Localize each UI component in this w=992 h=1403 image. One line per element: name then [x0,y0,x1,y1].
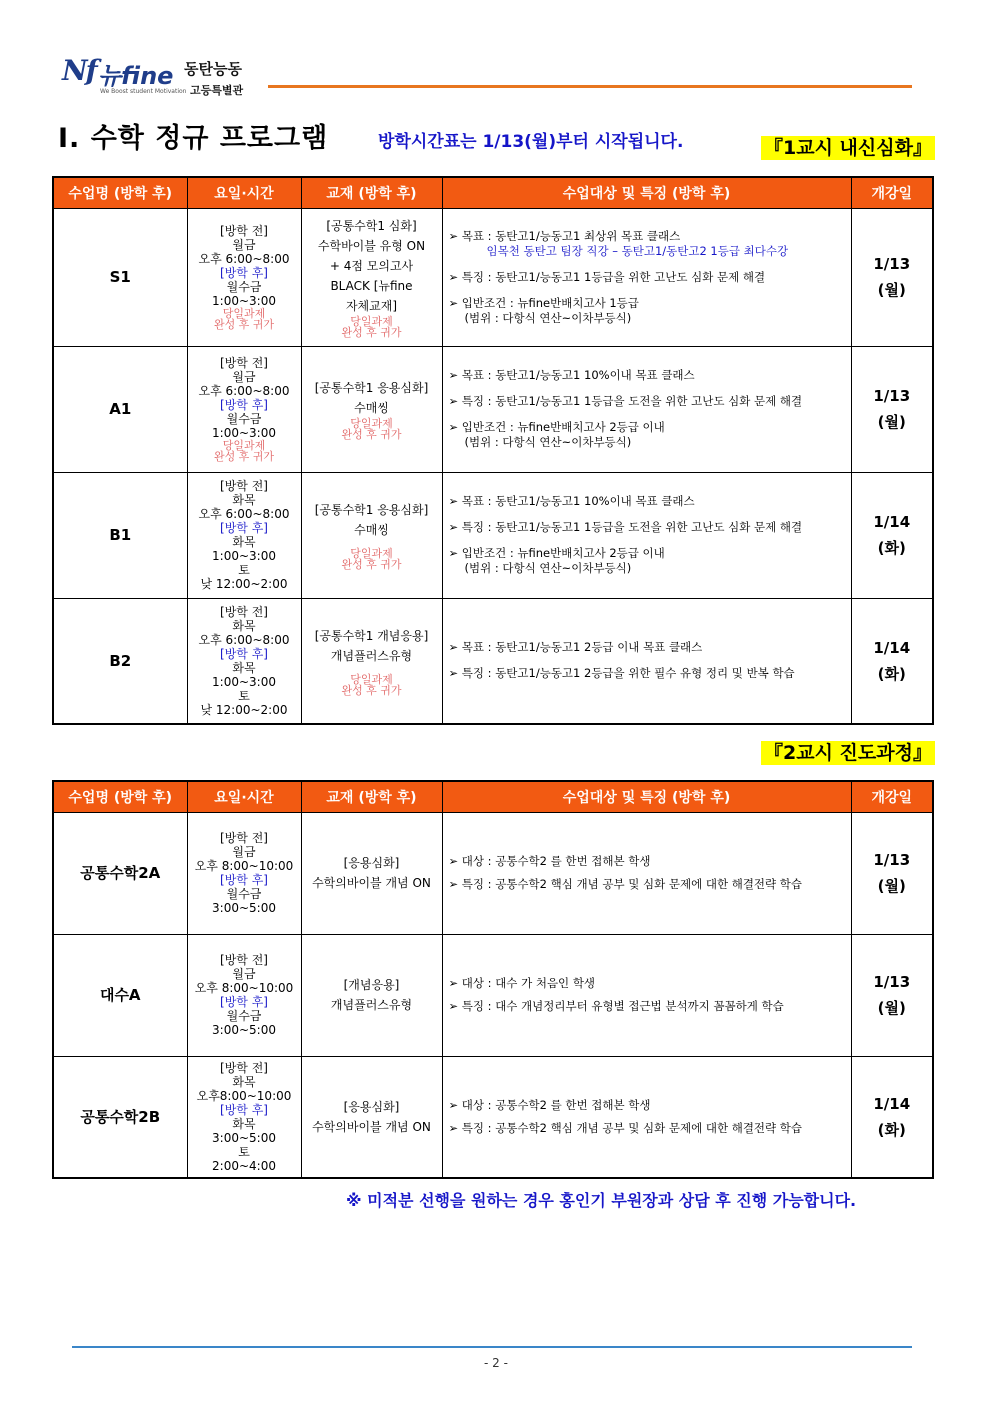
table-row [53,598,933,724]
class-time: [방학 전] 월금 오후 6:00~8:00 [방학 후] 월수금 1:00~3:00 당일과제 완성 후 귀가 [187,208,301,346]
page-title: Ⅰ. 수학 정규 프로그램 [58,123,329,154]
schedule-note: 방학시간표는 1/13(월)부터 시작됩니다. [378,132,684,152]
header-time: 요일·시간 [187,781,301,812]
class-features: ➢ 대상 : 공통수학2 를 한번 접해본 학생 ➢ 특징 : 공통수학2 핵심 개념 공부 및 심화 문제에 대한 해결전략 학습 [442,812,851,934]
table-header-row [53,781,933,812]
header-textbook: 교재 (방학 후) [301,781,442,812]
class-time: [방학 전] 월금 오후 8:00~10:00 [방학 후] 월수금 3:00~5:00 [187,812,301,934]
class-name: 공통수학2A [53,812,187,934]
header-time: 요일·시간 [187,177,301,208]
header-divider [268,85,912,88]
header-textbook: 교재 (방학 후) [301,177,442,208]
class-features: ➢ 목표 : 동탄고1/능동고1 최상위 목표 클래스 임목천 동탄고 팀장 직강 – 동탄고1/동탄고2 1등급 최다수강 ➢ 특징 : 동탄고1/능동고1 1등급을 위한 고난도 심화 문제 해결 ➢ 입반조건 : 뉴fine반배치고사 1등급 (범위 : 다항식 연산~이차부등식) [442,208,851,346]
class-name: B2 [53,598,187,724]
start-date: 1/14 (화) [851,1056,933,1178]
logo-tagline: We Boost student Motivation [100,88,187,95]
class-features: ➢ 목표 : 동탄고1/능동고1 10%이내 목표 클래스 ➢ 특징 : 동탄고1/능동고1 1등급을 도전을 위한 고난도 심화 문제 해결 ➢ 입반조건 : 뉴fine반배치고사 2등급 이내 (범위 : 다항식 연산~이차부등식) [442,472,851,598]
logo-mark: Nf [62,54,96,87]
header-features: 수업대상 및 특징 (방학 후) [442,177,851,208]
start-date: 1/13 (월) [851,812,933,934]
campus-name: 동탄능동 [184,60,242,78]
logo [62,52,262,102]
table-row [53,472,933,598]
class-features: ➢ 대상 : 공통수학2 를 한번 접해본 학생 ➢ 특징 : 공통수학2 핵심 개념 공부 및 심화 문제에 대한 해결전략 학습 [442,1056,851,1178]
table-row [53,934,933,1056]
class-time: [방학 전] 월금 오후 6:00~8:00 [방학 후] 월수금 1:00~3:00 당일과제 완성 후 귀가 [187,346,301,472]
table-header-row [53,177,933,208]
table-row [53,1056,933,1178]
start-date: 1/14 (화) [851,472,933,598]
class-time: [방학 전] 월금 오후 8:00~10:00 [방학 후] 월수금 3:00~5:00 [187,934,301,1056]
class-time: [방학 전] 화목 오후 6:00~8:00 [방학 후] 화목 1:00~3:00 토 낮 12:00~2:00 [187,472,301,598]
textbook: [공통수학1 응용심화] 수매씽 당일과제 완성 후 귀가 [301,472,442,598]
start-date: 1/14 (화) [851,598,933,724]
table-row [53,208,933,346]
textbook: [응용심화] 수학의바이블 개념 ON [301,1056,442,1178]
table-row [53,812,933,934]
section2-tag: 『2교시 진도과정』 [761,741,935,765]
campus-subtitle: 고등특별관 [190,84,244,97]
class-name: B1 [53,472,187,598]
textbook: [개념응용] 개념플러스유형 [301,934,442,1056]
textbook: [공통수학1 개념응용] 개념플러스유형 당일과제 완성 후 귀가 [301,598,442,724]
class-features: ➢ 목표 : 동탄고1/능동고1 10%이내 목표 클래스 ➢ 특징 : 동탄고1/능동고1 1등급을 도전을 위한 고난도 심화 문제 해결 ➢ 입반조건 : 뉴fine반배치고사 2등급 이내 (범위 : 다항식 연산~이차부등식) [442,346,851,472]
class-name: 공통수학2B [53,1056,187,1178]
page-number: - 2 - [484,1356,508,1370]
header-features: 수업대상 및 특징 (방학 후) [442,781,851,812]
class-name: A1 [53,346,187,472]
textbook: [응용심화] 수학의바이블 개념 ON [301,812,442,934]
section1-tag: 『1교시 내신심화』 [761,136,935,160]
start-date: 1/13 (월) [851,208,933,346]
class-name: 대수A [53,934,187,1056]
header-class-name: 수업명 (방학 후) [53,781,187,812]
program-table-1 [52,176,934,725]
table-row [53,346,933,472]
textbook: [공통수학1 심화] 수학바이블 유형 ON + 4점 모의고사 BLACK [뉴fine 자체교재] 당일과제 완성 후 귀가 [301,208,442,346]
class-time: [방학 전] 화목 오후 6:00~8:00 [방학 후] 화목 1:00~3:00 토 낮 12:00~2:00 [187,598,301,724]
start-date: 1/13 (월) [851,934,933,1056]
class-features: ➢ 대상 : 대수 가 처음인 학생 ➢ 특징 : 대수 개념정리부터 유형별 접근법 분석까지 꼼꼼하게 학습 [442,934,851,1056]
header-start-date: 개강일 [851,177,933,208]
footer-divider [72,1346,912,1348]
program-table-2 [52,780,934,1179]
class-name: S1 [53,208,187,346]
class-time: [방학 전] 화목 오후8:00~10:00 [방학 후] 화목 3:00~5:00 토 2:00~4:00 [187,1056,301,1178]
textbook: [공통수학1 응용심화] 수매씽 당일과제 완성 후 귀가 [301,346,442,472]
footer-note: ※ 미적분 선행을 원하는 경우 홍인기 부원장과 상담 후 진행 가능합니다. [346,1191,857,1210]
class-features: ➢ 목표 : 동탄고1/능동고1 2등급 이내 목표 클래스 ➢ 특징 : 동탄고1/능동고1 2등급을 위한 필수 유형 정리 및 반복 학습 [442,598,851,724]
header-start-date: 개강일 [851,781,933,812]
header-class-name: 수업명 (방학 후) [53,177,187,208]
start-date: 1/13 (월) [851,346,933,472]
logo-word: 뉴fine [98,62,174,90]
